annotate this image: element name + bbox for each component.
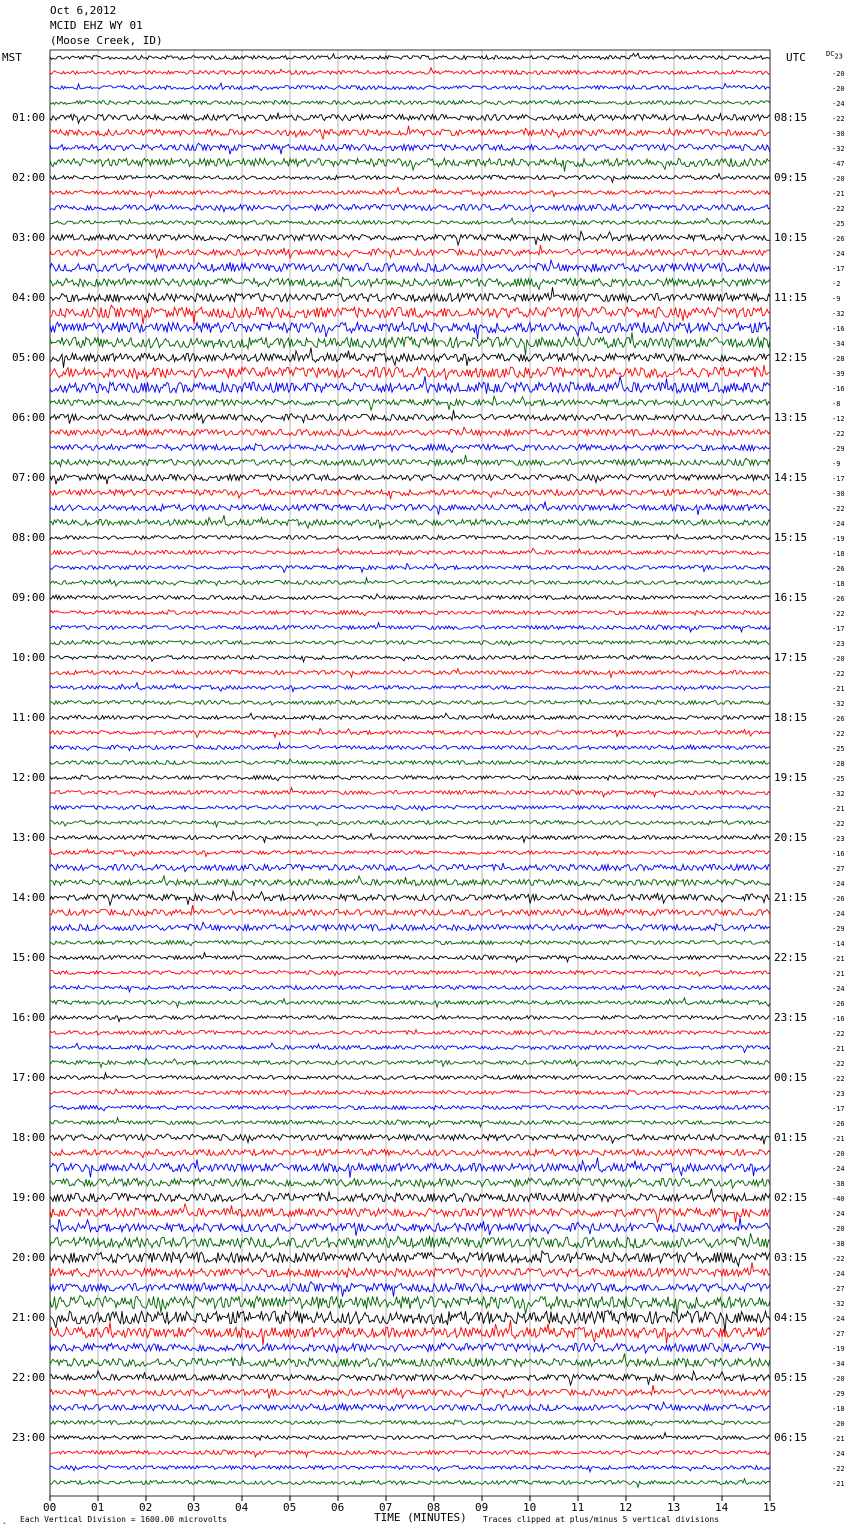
x-tick-label-03: 03	[187, 1501, 201, 1514]
mst-hour-label: 04:00	[12, 290, 46, 304]
dc-offset-label: -20	[832, 654, 845, 663]
dc-offset-label: -12	[832, 414, 845, 423]
dc-offset-label: -22	[832, 729, 845, 738]
dc-offset-label: -20	[832, 69, 845, 78]
trace-0	[50, 53, 770, 59]
trace-87	[50, 1354, 770, 1368]
trace-81	[50, 1262, 770, 1278]
mst-hour-label: 08:00	[12, 530, 46, 544]
trace-24	[50, 410, 770, 424]
trace-43	[50, 700, 770, 706]
utc-hour-label: 19:15	[774, 770, 808, 784]
utc-hour-label: 11:15	[774, 290, 808, 304]
dc-offset-label: -24	[832, 1269, 845, 1278]
trace-88	[50, 1371, 770, 1385]
trace-5	[50, 126, 770, 140]
mst-axis-label: MST	[2, 51, 22, 64]
utc-hour-label: 16:15	[774, 590, 808, 604]
utc-hour-label: 22:15	[774, 950, 808, 964]
mst-hour-label: 03:00	[12, 230, 46, 244]
trace-72	[50, 1134, 770, 1144]
trace-86	[50, 1343, 770, 1353]
trace-69	[50, 1089, 770, 1094]
trace-39	[50, 640, 770, 645]
trace-63	[50, 998, 770, 1008]
trace-78	[50, 1217, 770, 1235]
dc-offset-label: -22	[832, 669, 845, 678]
mst-hour-label: 01:00	[12, 110, 46, 124]
dc-offset-label: -24	[832, 879, 845, 888]
trace-67	[50, 1059, 770, 1068]
dc-offset-label: -24	[832, 99, 845, 108]
dc-offset-label: -20	[832, 1224, 845, 1233]
dc-offset-label: -38	[832, 1179, 845, 1188]
trace-32	[50, 535, 770, 541]
dc-offset-label: -21	[832, 1044, 845, 1053]
dc-offset-label: -20	[832, 1419, 845, 1428]
scale-note: Each Vertical Division = 1600.00 microvolts	[20, 1515, 228, 1524]
dc-label-text: DC	[826, 50, 835, 58]
mst-hour-label: 19:00	[12, 1190, 46, 1204]
dc-offset-label: -24	[832, 1314, 845, 1323]
dc-offset-label: -22	[832, 429, 845, 438]
dc-offset-label: -17	[832, 1104, 845, 1113]
dc-offset-label: -22	[832, 114, 845, 123]
dc-offset-label: -16	[832, 849, 845, 858]
trace-65	[50, 1030, 770, 1036]
trace-42	[50, 683, 770, 692]
trace-35	[50, 578, 770, 586]
x-tick-label-09: 09	[475, 1501, 489, 1514]
dc-offset-label: -32	[832, 699, 845, 708]
trace-13	[50, 245, 770, 259]
utc-hour-label: 02:15	[774, 1190, 808, 1204]
x-axis-label: TIME (MINUTES)	[374, 1511, 467, 1524]
trace-18	[50, 322, 770, 339]
trace-11	[50, 218, 770, 225]
trace-45	[50, 729, 770, 738]
dc-offset-label: -34	[832, 339, 845, 348]
trace-61	[50, 970, 770, 976]
trace-51	[50, 820, 770, 826]
trace-62	[50, 985, 770, 991]
dc-offset-label: -21	[832, 1434, 845, 1443]
mst-hour-label: 16:00	[12, 1010, 46, 1024]
trace-2	[50, 83, 770, 90]
trace-49	[50, 788, 770, 797]
dc-offset-label: -23	[832, 639, 845, 648]
trace-28	[50, 474, 770, 484]
utc-hour-label: 06:15	[774, 1430, 808, 1444]
dc-offset-label: -21	[832, 1479, 845, 1488]
trace-54	[50, 863, 770, 872]
trace-44	[50, 713, 770, 720]
dc-offset-label: -16	[832, 384, 845, 393]
x-tick-label-11: 11	[571, 1501, 585, 1514]
trace-89	[50, 1385, 770, 1399]
x-tick-label-13: 13	[667, 1501, 681, 1514]
trace-48	[50, 775, 770, 781]
trace-26	[50, 444, 770, 453]
mst-hour-label: 15:00	[12, 950, 46, 964]
trace-31	[50, 515, 770, 529]
dc-offset-label: -21	[832, 954, 845, 963]
trace-84	[50, 1311, 770, 1333]
x-tick-label-05: 05	[283, 1501, 297, 1514]
trace-70	[50, 1106, 770, 1111]
mst-hour-label: 17:00	[12, 1070, 46, 1084]
plot-frame	[50, 50, 770, 1496]
utc-hour-label: 01:15	[774, 1130, 808, 1144]
dc-offset-label: -22	[832, 504, 845, 513]
utc-hour-label: 08:15	[774, 110, 808, 124]
dc-offset-label: -22	[832, 819, 845, 828]
dc-offset-label: -20	[832, 174, 845, 183]
x-tick-label-07: 07	[379, 1501, 393, 1514]
dc-offset-label: -21	[832, 189, 845, 198]
trace-50	[50, 805, 770, 810]
utc-hour-label: 17:15	[774, 650, 808, 664]
trace-36	[50, 594, 770, 599]
trace-46	[50, 743, 770, 751]
mst-hour-label: 09:00	[12, 590, 46, 604]
utc-hour-label: 00:15	[774, 1070, 808, 1084]
dc-offset-label: -18	[832, 1404, 845, 1413]
dc-offset-label: -32	[832, 789, 845, 798]
dc-offset-label: -20	[832, 1149, 845, 1158]
trace-79	[50, 1233, 770, 1247]
dc-offset-label: -32	[832, 144, 845, 153]
trace-57	[50, 905, 770, 916]
dc-offset-label: -21	[832, 684, 845, 693]
dc-offset-label: -18	[832, 579, 845, 588]
trace-53	[50, 848, 770, 857]
x-tick-label-02: 02	[139, 1501, 153, 1514]
dc-offset-label: -21	[832, 969, 845, 978]
x-tick-label-01: 01	[91, 1501, 105, 1514]
trace-74	[50, 1158, 770, 1178]
dc-offset-label: -40	[832, 1194, 845, 1203]
mst-hour-label: 12:00	[12, 770, 46, 784]
utc-hour-label: 13:15	[774, 410, 808, 424]
utc-hour-label: 05:15	[774, 1370, 808, 1384]
trace-12	[50, 231, 770, 245]
trace-33	[50, 548, 770, 555]
utc-hour-label: 12:15	[774, 350, 808, 364]
trace-10	[50, 204, 770, 211]
dc-top-value: 23	[834, 52, 843, 61]
dc-offset-label: -22	[832, 1029, 845, 1038]
utc-hour-label: 20:15	[774, 830, 808, 844]
dc-offset-label: -28	[832, 354, 845, 363]
trace-56	[50, 891, 770, 905]
mst-hour-label: 22:00	[12, 1370, 46, 1384]
utc-hour-label: 15:15	[774, 530, 808, 544]
mst-hour-label: 18:00	[12, 1130, 46, 1144]
trace-23	[50, 396, 770, 410]
mst-hour-label: 20:00	[12, 1250, 46, 1264]
dc-offset-label: -17	[832, 474, 845, 483]
trace-6	[50, 143, 770, 154]
dc-offset-label: -17	[832, 264, 845, 273]
dc-offset-label: -26	[832, 1119, 845, 1128]
dc-offset-label: -28	[832, 759, 845, 768]
dc-offset-label: -16	[832, 1014, 845, 1023]
dc-offset-label: -26	[832, 714, 845, 723]
dc-offset-label: -26	[832, 894, 845, 903]
trace-73	[50, 1149, 770, 1157]
dc-offset-label: -30	[832, 489, 845, 498]
trace-34	[50, 564, 770, 573]
dc-offset-label: -24	[832, 1209, 845, 1218]
dc-offset-label: -32	[832, 309, 845, 318]
x-tick-label-12: 12	[619, 1501, 633, 1514]
trace-40	[50, 655, 770, 661]
header-date: Oct 6,2012	[50, 4, 117, 17]
dc-offset-label: -29	[832, 1389, 845, 1398]
dc-offset-label: -19	[832, 534, 845, 543]
trace-7	[50, 158, 770, 171]
dc-offset-label: -47	[832, 159, 845, 168]
dc-offset-label: -24	[832, 909, 845, 918]
dc-offset-label: -29	[832, 444, 845, 453]
utc-hour-label: 03:15	[774, 1250, 808, 1264]
utc-hour-label: 04:15	[774, 1310, 808, 1324]
trace-16	[50, 287, 770, 303]
dc-offset-label: -16	[832, 324, 845, 333]
dc-offset-label: -9	[832, 459, 841, 468]
dc-offset-label: -26	[832, 564, 845, 573]
mst-hour-label: 06:00	[12, 410, 46, 424]
trace-14	[50, 260, 770, 271]
mst-hour-label: 07:00	[12, 470, 46, 484]
dc-offset-label: -19	[832, 1344, 845, 1353]
mst-hour-label: 02:00	[12, 170, 46, 184]
trace-91	[50, 1420, 770, 1426]
trace-37	[50, 610, 770, 616]
dc-offset-label: -29	[832, 924, 845, 933]
trace-52	[50, 834, 770, 843]
dc-offset-label: -27	[832, 1284, 845, 1293]
dc-offset-label: -20	[832, 1374, 845, 1383]
trace-94	[50, 1465, 770, 1471]
dc-offset-label: -2	[832, 279, 841, 288]
dc-offset-label: -22	[832, 609, 845, 618]
dc-offset-label: -25	[832, 219, 845, 228]
x-tick-label-00: 00	[43, 1501, 57, 1514]
mst-hour-label: 11:00	[12, 710, 46, 724]
trace-15	[50, 277, 770, 289]
dc-offset-label: -17	[832, 624, 845, 633]
dc-offset-label: -22	[832, 1059, 845, 1068]
trace-21	[50, 365, 770, 380]
trace-68	[50, 1073, 770, 1080]
x-tick-label-15: 15	[763, 1501, 777, 1514]
trace-95	[50, 1479, 770, 1488]
dc-offset-label: -39	[832, 369, 845, 378]
trace-80	[50, 1251, 770, 1266]
x-tick-label-08: 08	[427, 1501, 441, 1514]
mst-hour-label: 13:00	[12, 830, 46, 844]
x-tick-label-06: 06	[331, 1501, 345, 1514]
utc-hour-label: 10:15	[774, 230, 808, 244]
trace-4	[50, 113, 770, 123]
dc-offset-label: -25	[832, 774, 845, 783]
trace-77	[50, 1204, 770, 1223]
utc-hour-label: 09:15	[774, 170, 808, 184]
trace-64	[50, 1016, 770, 1022]
trace-55	[50, 876, 770, 886]
trace-76	[50, 1189, 770, 1202]
trace-47	[50, 759, 770, 764]
x-tick-label-04: 04	[235, 1501, 249, 1514]
dc-offset-label: -24	[832, 1164, 845, 1173]
mst-hour-label: 05:00	[12, 350, 46, 364]
x-tick-label-10: 10	[523, 1501, 537, 1514]
dc-offset-label: -23	[832, 834, 845, 843]
trace-3	[50, 100, 770, 104]
dc-offset-label: -22	[832, 1074, 845, 1083]
trace-17	[50, 305, 770, 324]
trace-60	[50, 953, 770, 962]
mst-hour-label: 21:00	[12, 1310, 46, 1324]
dc-offset-label: -23	[832, 1089, 845, 1098]
dc-offset-label: -34	[832, 1359, 845, 1368]
dc-offset-label: -21	[832, 804, 845, 813]
dc-offset-label: -24	[832, 984, 845, 993]
mst-hour-label: 23:00	[12, 1430, 46, 1444]
trace-1	[50, 68, 770, 75]
mst-hour-label: 10:00	[12, 650, 46, 664]
dc-offset-label: -38	[832, 1239, 845, 1248]
header-station: MCID EHZ WY 01	[50, 19, 143, 32]
utc-hour-label: 21:15	[774, 890, 808, 904]
trace-41	[50, 669, 770, 678]
trace-92	[50, 1433, 770, 1440]
trace-71	[50, 1118, 770, 1127]
dc-offset-label: -22	[832, 1464, 845, 1473]
dc-offset-label: -9	[832, 294, 841, 303]
dc-offset-label: -24	[832, 1449, 845, 1458]
dc-offset-label: -30	[832, 129, 845, 138]
utc-axis-label: UTC	[786, 51, 806, 64]
trace-82	[50, 1282, 770, 1297]
trace-58	[50, 922, 770, 930]
trace-25	[50, 427, 770, 435]
trace-29	[50, 489, 770, 499]
mst-hour-label: 14:00	[12, 890, 46, 904]
dc-offset-label: -26	[832, 999, 845, 1008]
dc-offset-label: -14	[832, 939, 845, 948]
dc-offset-label: -20	[832, 84, 845, 93]
dc-offset-label: -22	[832, 1254, 845, 1263]
clip-note: Traces clipped at plus/minus 5 vertical divisions	[483, 1515, 720, 1524]
trace-59	[50, 941, 770, 946]
trace-93	[50, 1450, 770, 1457]
trace-85	[50, 1320, 770, 1345]
dc-offset-label: -27	[832, 864, 845, 873]
dc-offset-label: -24	[832, 519, 845, 528]
x-tick-label-14: 14	[715, 1501, 729, 1514]
utc-hour-label: 23:15	[774, 1010, 808, 1024]
header-location: (Moose Creek, ID)	[50, 34, 163, 47]
dc-offset-label: -22	[832, 204, 845, 213]
dc-offset-label: -24	[832, 249, 845, 258]
dc-offset-label: -27	[832, 1329, 845, 1338]
dc-offset-label: -8	[832, 399, 841, 408]
utc-hour-label: 18:15	[774, 710, 808, 724]
dc-offset-label: -32	[832, 1299, 845, 1308]
trace-9	[50, 188, 770, 198]
dc-offset-label: -18	[832, 549, 845, 558]
trace-27	[50, 455, 770, 467]
dc-offset-label: -26	[832, 594, 845, 603]
trace-20	[50, 348, 770, 368]
dc-offset-label: -25	[832, 744, 845, 753]
trace-66	[50, 1043, 770, 1052]
trace-19	[50, 332, 770, 355]
trace-90	[50, 1402, 770, 1410]
trace-30	[50, 502, 770, 516]
trace-75	[50, 1178, 770, 1188]
dc-offset-label: -21	[832, 1134, 845, 1143]
dc-offset-label: -26	[832, 234, 845, 243]
trace-22	[50, 376, 770, 393]
corner-mark: ‸	[3, 1515, 6, 1524]
trace-8	[50, 174, 770, 183]
utc-hour-label: 14:15	[774, 470, 808, 484]
trace-38	[50, 623, 770, 632]
